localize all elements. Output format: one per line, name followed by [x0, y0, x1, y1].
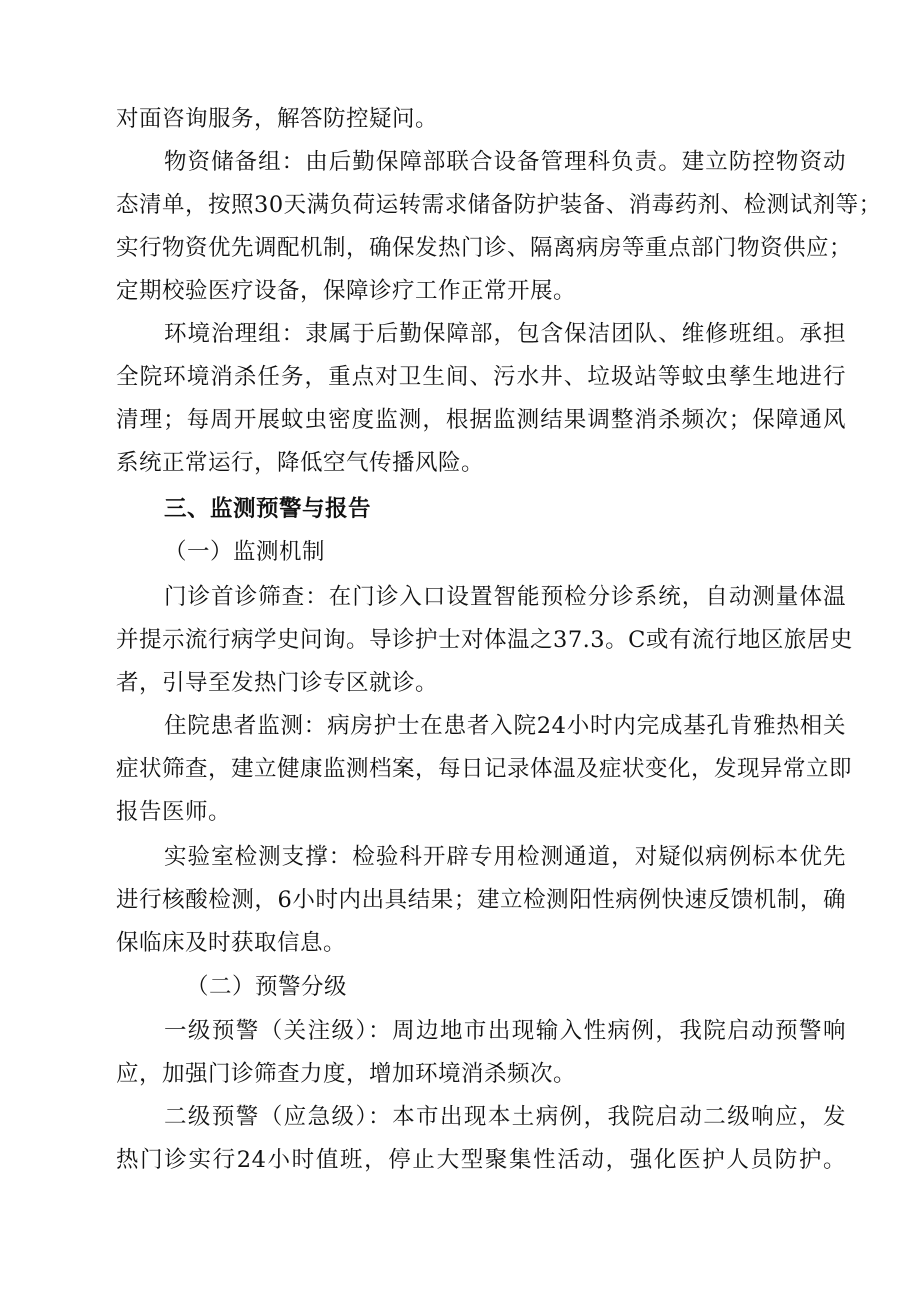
subsection-heading: （二）预警分级	[186, 974, 348, 1000]
text-line: 保临床及时获取信息。	[116, 930, 347, 956]
section-heading: 三、监测预警与报告	[164, 496, 372, 522]
text-line: 环境治理组：隶属于后勤保障部，包含保洁团队、维修班组。承担	[164, 321, 846, 347]
text-line: 全院环境消杀任务，重点对卫生间、污水井、垃圾站等蚊虫孳生地进行	[116, 364, 846, 390]
text-line: 态清单，按照30天满负荷运转需求储备防护装备、消毒药剂、检测试剂等；	[116, 192, 882, 218]
text-line: 系统正常运行，降低空气传播风险。	[116, 450, 485, 476]
text-line: 实验室检测支撑：检验科开辟专用检测通道，对疑似病例标本优先	[164, 844, 846, 870]
text-line: 热门诊实行24小时值班，停止大型聚集性活动，强化医护人员防护。	[116, 1147, 846, 1173]
text-line: 清理；每周开展蚊虫密度监测，根据监测结果调整消杀频次；保障通风	[116, 407, 846, 433]
text-line: 一级预警（关注级）：周边地市出现输入性病例，我院启动预警响	[164, 1018, 846, 1044]
text-line: 实行物资优先调配机制，确保发热门诊、隔离病房等重点部门物资供应；	[116, 235, 853, 261]
text-line: 门诊首诊筛查：在门诊入口设置智能预检分诊系统，自动测量体温	[164, 584, 846, 610]
text-line: 二级预警（应急级）：本市出现本土病例，我院启动二级响应，发	[164, 1104, 846, 1130]
subsection-heading: （一）监测机制	[164, 539, 326, 565]
text-line: 定期校验医疗设备，保障诊疗工作正常开展。	[116, 278, 577, 304]
text-line: 并提示流行病学史问询。导诊护士对体温之37.3。C或有流行地区旅居史	[116, 627, 853, 653]
text-line: 进行核酸检测，6小时内出具结果；建立检测阳性病例快速反馈机制，确	[116, 887, 846, 913]
text-line: 物资储备组：由后勤保障部联合设备管理科负责。建立防控物资动	[164, 149, 846, 175]
text-line: 对面咨询服务，解答防控疑问。	[116, 106, 439, 132]
text-line: 症状筛查，建立健康监测档案，每日记录体温及症状变化，发现异常立即	[116, 756, 853, 782]
text-line: 者，引导至发热门诊专区就诊。	[116, 670, 439, 696]
text-line: 住院患者监测：病房护士在患者入院24小时内完成基孔肯雅热相关	[164, 713, 846, 739]
text-line: 报告医师。	[116, 799, 232, 825]
text-line: 应，加强门诊筛查力度，增加环境消杀频次。	[116, 1061, 577, 1087]
